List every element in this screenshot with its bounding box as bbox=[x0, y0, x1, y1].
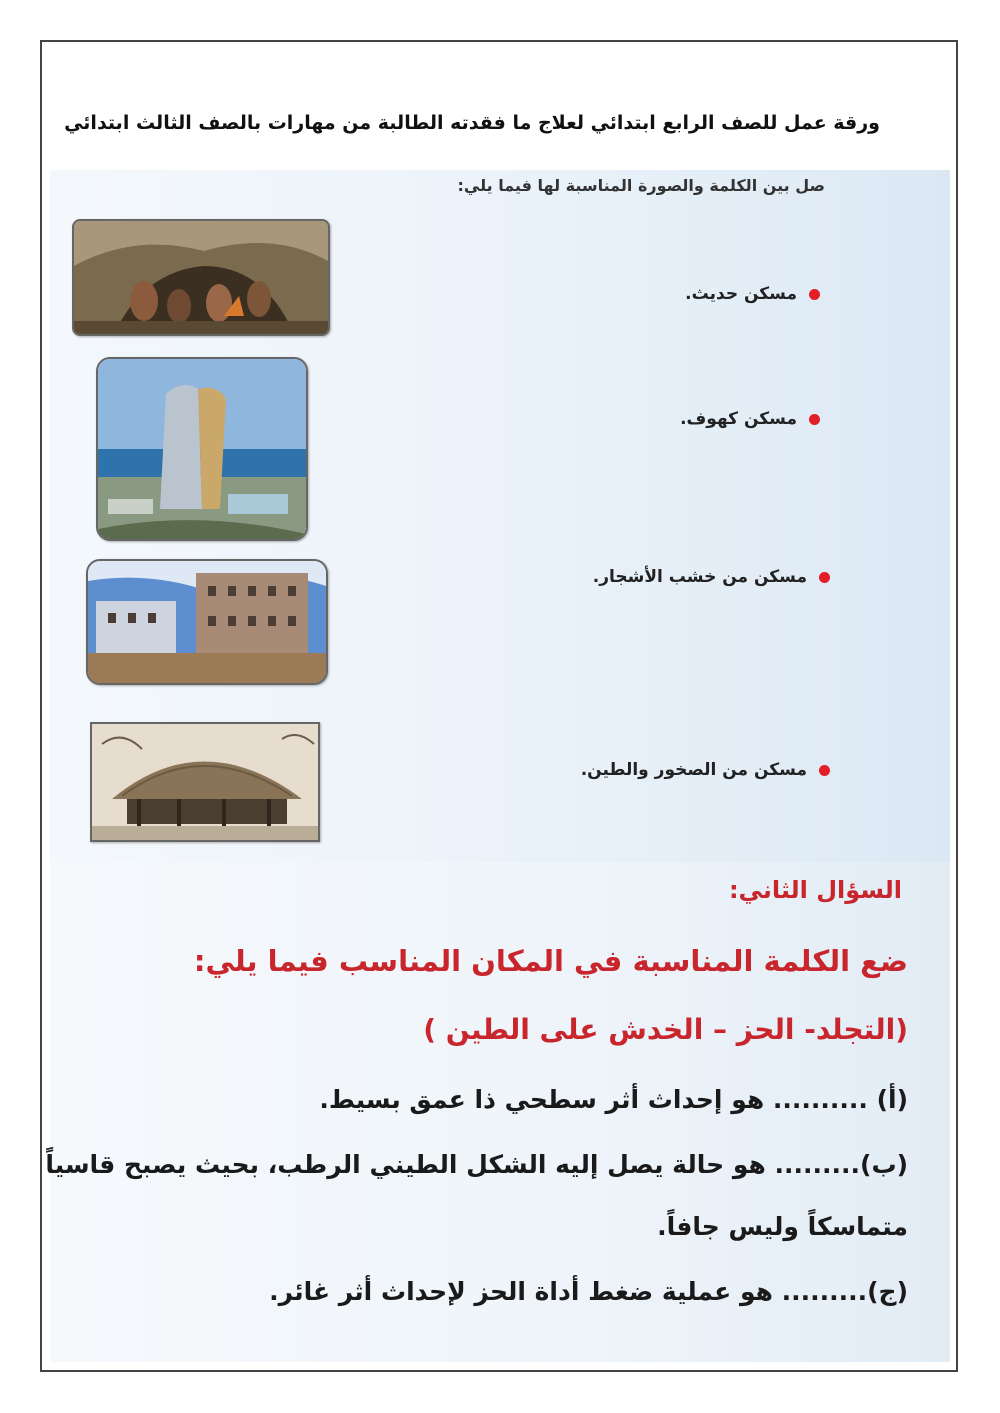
mud-buildings-image[interactable] bbox=[86, 559, 328, 685]
match-item-wood-dwelling[interactable] bbox=[593, 567, 830, 587]
match-item-label: مسكن من خشب الأشجار. bbox=[592, 567, 807, 587]
worksheet-title: ورقة عمل للصف الرابع ابتدائي لعلاج ما فقدته الطالبة من مهارات بالصف الثالث ابتدائي bbox=[64, 112, 880, 134]
fill-blank-line-c[interactable]: (ج)......... هو عملية ضغط أداة الحز لإحداث أثر غائر. bbox=[269, 1277, 908, 1306]
fill-blank-line-a[interactable]: (أ) .......... هو إحداث أثر سطحي ذا عمق بسيط. bbox=[319, 1085, 908, 1114]
bullet-dot bbox=[809, 414, 820, 425]
modern-tower-image[interactable] bbox=[96, 357, 308, 541]
match-item-label: مسكن حديث. bbox=[685, 284, 797, 304]
cave-image[interactable] bbox=[72, 219, 330, 336]
word-bank: (التجلد- الحز – الخدش على الطين ) bbox=[423, 1013, 908, 1046]
question2-instruction: ضع الكلمة المناسبة في المكان المناسب فيما يلي: bbox=[193, 944, 908, 978]
match-item-modern-dwelling[interactable] bbox=[685, 284, 820, 304]
thatched-hut-image[interactable] bbox=[90, 722, 320, 842]
question1-instruction: صل بين الكلمة والصورة المناسبة لها فيما يلي: bbox=[457, 176, 825, 195]
match-item-cave-dwelling[interactable] bbox=[680, 409, 820, 429]
bullet-dot bbox=[819, 572, 830, 583]
bullet-dot bbox=[819, 765, 830, 776]
match-item-label: مسكن كهوف. bbox=[680, 409, 797, 429]
match-item-label: مسكن من الصخور والطين. bbox=[580, 760, 807, 780]
question2-heading: السؤال الثاني: bbox=[728, 876, 902, 904]
match-item-stone-mud-dwelling[interactable] bbox=[581, 760, 830, 780]
bullet-dot bbox=[809, 289, 820, 300]
fill-blank-line-b[interactable]: (ب)......... هو حالة يصل إليه الشكل الطيني الرطب، بحيث يصبح قاسياً bbox=[45, 1150, 908, 1179]
fill-blank-line-b-continued: متماسكاً وليس جافاً. bbox=[657, 1212, 908, 1241]
